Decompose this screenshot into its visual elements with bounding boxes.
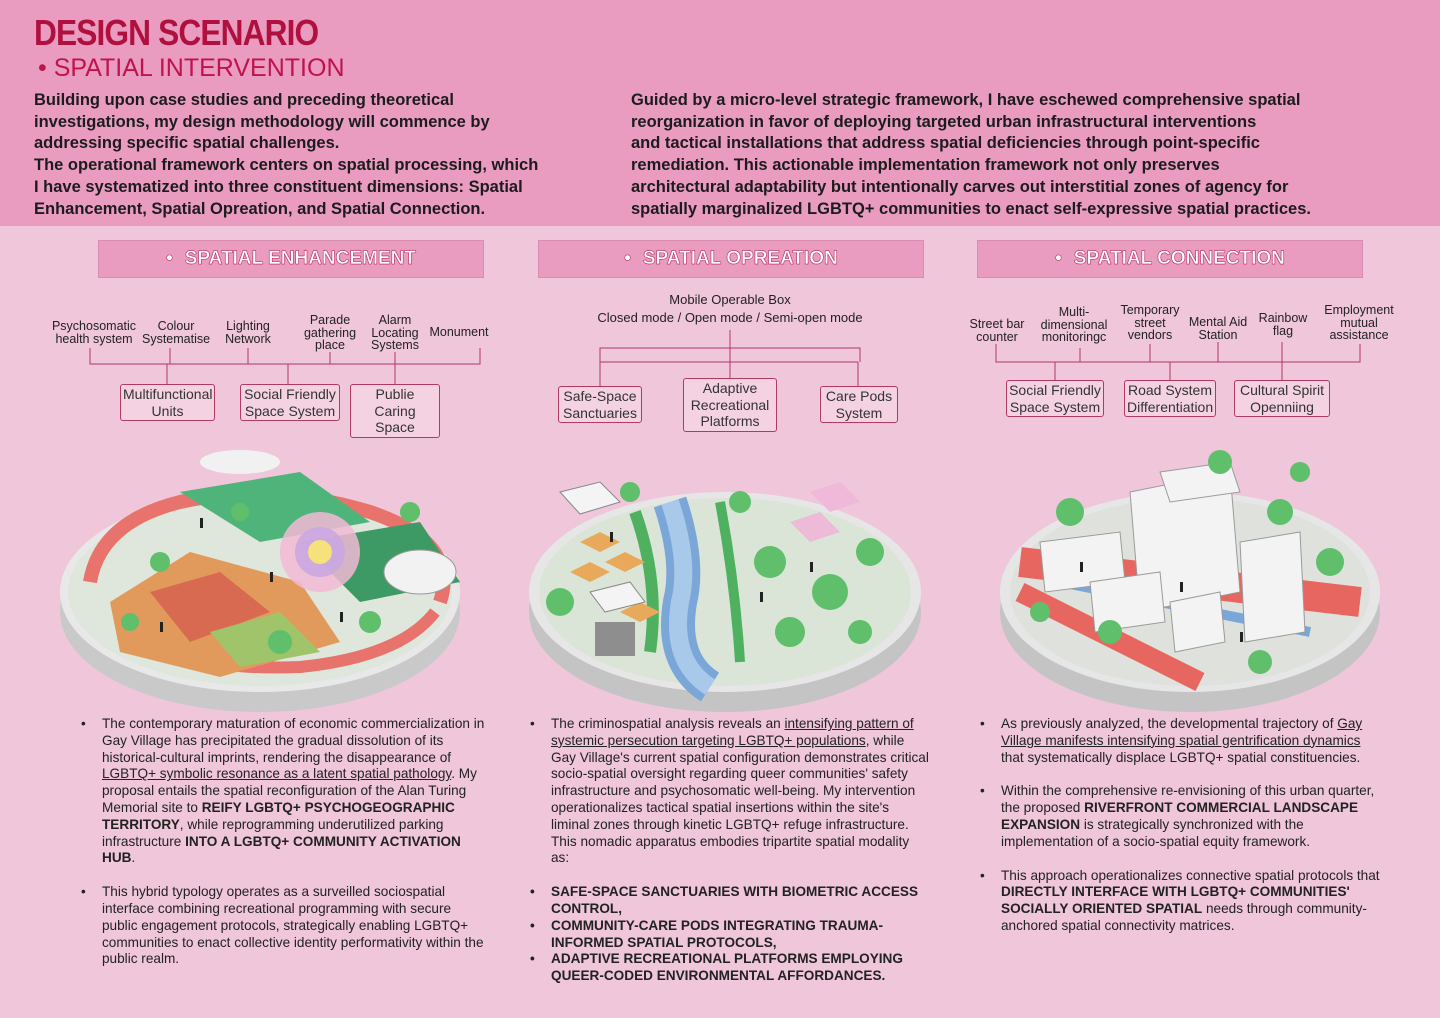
text-span: needs through community-anchored spatial connectivity matrices. xyxy=(1001,901,1367,933)
list-item xyxy=(1001,783,1386,850)
text-column-enhancement xyxy=(102,716,487,968)
list-item: • COMMUNITY-CARE PODS INTEGRATING TRAUMA-INFORMED SPATIAL PROTOCOLS, xyxy=(551,918,931,952)
text-underlined: LGBTQ+ symbolic resonance as a latent spatial pathology xyxy=(102,766,452,782)
diagram-enhancement xyxy=(40,292,500,435)
list-item xyxy=(102,716,487,867)
text-span: This hybrid typology operates as a surveilled sociospatial interface combining recreational programming with secure public engagement protocols, strategically enabling LGBTQ+ communities to enact collective identity performativity within the public realm. xyxy=(102,884,484,967)
text-span: . My proposal entails the spatial reconfiguration of the Alan Turing Memorial site to xyxy=(102,766,477,815)
label-modes: Closed mode / Open mode / Semi-open mode xyxy=(597,310,863,325)
section-heading-text: SPATIAL CONNECTION xyxy=(1073,248,1285,269)
label-vendors: Temporary street vendors xyxy=(1120,303,1180,342)
text-bold: INTO A LGBTQ+ COMMUNITY ACTIVATION HUB xyxy=(102,833,461,866)
text-span: The contemporary maturation of economic commercialization in Gay Village has precipitated the gradual dissolution of its historical-cultural imprints, rendering the disappearance of xyxy=(102,716,485,765)
box-cultural-spirit: Cultural Spirit Openniing xyxy=(1234,380,1330,417)
section-heading-text: SPATIAL OPREATION xyxy=(642,248,838,269)
label-monitoring: Multi- dimensional monitoringc xyxy=(1040,305,1108,344)
illustration-enhancement xyxy=(40,432,470,718)
section-heading-connection: • SPATIAL CONNECTION xyxy=(977,240,1363,278)
label-alarm: Alarm Locating Systems xyxy=(371,313,419,352)
illustration-operation xyxy=(510,432,940,718)
section-heading-text: SPATIAL ENHANCEMENT xyxy=(184,248,416,269)
label-psychosomatic: Psychosomatic health system xyxy=(51,319,137,346)
label-mental-aid: Mental Aid Station xyxy=(1188,315,1248,342)
intro-left xyxy=(34,90,594,220)
text-span: This approach operationalizes connective spatial protocols that xyxy=(1001,867,1380,883)
text-column-operation xyxy=(551,716,931,985)
text-span: As previously analyzed, the developmental trajectory of xyxy=(1001,716,1338,731)
section-heading-operation: • SPATIAL OPREATION xyxy=(538,240,924,278)
text-bold: DIRECTLY INTERFACE WITH LGBTQ+ COMMUNITIES' SOCIALLY ORIENTED SPATIAL xyxy=(1001,884,1350,917)
intro-right-text: Guided by a micro-level strategic framework, I have eschewed comprehensive spatial reorganization in favor of deploying targeted urban infrastructural interventions and tactical installations that address spatial deficiencies through point-specific remediation. This actionable implementation framework not only preserves architectural adaptability but intentionally carves out interstitial zones of agency for spatially marginalized LGBTQ+ communities to enact self-expressive spatial practices. xyxy=(631,91,1311,218)
list-item xyxy=(1001,868,1386,935)
diagram-connection xyxy=(960,292,1410,432)
box-adaptive-platforms: Adaptive Recreational Platforms xyxy=(683,378,777,432)
text-column-connection xyxy=(1001,716,1386,935)
section-heading-enhancement: • SPATIAL ENHANCEMENT xyxy=(98,240,484,278)
box-public-caring: Publie Caring Space xyxy=(350,384,440,438)
page-title: DESIGN SCENARIO xyxy=(34,12,319,53)
text-span: The criminospatial analysis reveals an xyxy=(551,716,785,731)
list-item: • SAFE-SPACE SANCTUARIES WITH BIOMETRIC ACCESS CONTROL, xyxy=(551,884,931,918)
spacer xyxy=(1001,766,1386,783)
spacer xyxy=(551,867,931,884)
text-span: , while Gay Village's current spatial configuration demonstrates critical socio-spatial oversight regarding queer communities' safety infrastructure and psychosomatic well-being. My intervention operationalizes tactical spatial insertions within the site's liminal zones through kinetic LGBTQ+ refuge infrastructure. This nomadic apparatus embodies tripartite spatial modality as: xyxy=(551,732,929,866)
label-colour: Colour Systematise xyxy=(142,319,211,346)
box-safe-space: Safe-Space Sanctuaries xyxy=(558,386,642,423)
list-item xyxy=(1001,716,1386,766)
text-span: is strategically synchronized with the implementation of a socio-spatial equity framework. xyxy=(1001,816,1311,849)
box-multifunctional-units: Multifunctional Units xyxy=(120,384,215,421)
box-social-friendly: Social Friendly Space System xyxy=(240,384,340,421)
label-lighting: Lighting Network xyxy=(225,319,271,346)
diagram-operation xyxy=(540,292,930,432)
intro-left-text: Building upon case studies and preceding theoretical investigations, my design methodology will commence by addressing specific spatial challenges. The operational framework centers on spatial processing, which I have systematized into three constituent dimensions: Spatial Enhancement, Spatial Opreation, and Spatial Connection. xyxy=(34,91,539,218)
label-mobile-box: Mobile Operable Box xyxy=(669,292,791,307)
list-item xyxy=(551,716,931,867)
text-underlined: Gay Village manifests intensifying spatial gentrification dynamics xyxy=(1001,716,1363,748)
page-subtitle: • SPATIAL INTERVENTION xyxy=(38,54,345,82)
label-rainbow-flag: Rainbow flag xyxy=(1258,311,1308,338)
box-care-pods: Care Pods System xyxy=(820,386,898,423)
text-bold: REIFY LGBTQ+ PSYCHOGEOGRAPHIC TERRITORY xyxy=(102,799,455,832)
label-parade: Parade gathering place xyxy=(303,313,357,352)
text-span: that systematically displace LGBTQ+ spatial constituencies. xyxy=(1001,749,1361,765)
list-item: • ADAPTIVE RECREATIONAL PLATFORMS EMPLOYING QUEER-CODED ENVIRONMENTAL AFFORDANCES. xyxy=(551,951,931,985)
text-bold: RIVERFRONT COMMERCIAL LANDSCAPE EXPANSION xyxy=(1001,800,1359,832)
illustration-connection xyxy=(980,432,1410,718)
label-employment: Employment mutual assistance xyxy=(1324,303,1394,342)
label-monument: Monument xyxy=(429,325,489,339)
spacer xyxy=(1001,851,1386,868)
list-item xyxy=(102,884,487,968)
text-span: . xyxy=(131,850,136,866)
box-road-system: Road System Differentiation xyxy=(1124,380,1216,417)
intro-right xyxy=(631,90,1391,220)
label-street-bar: Street bar counter xyxy=(969,317,1025,344)
spacer xyxy=(102,867,487,884)
text-span: Within the comprehensive re-envisioning of this urban quarter, the proposed xyxy=(1001,783,1375,816)
text-span: , while reprogramming underutilized parking infrastructure xyxy=(102,816,444,849)
text-underlined: intensifying pattern of systemic persecution targeting LGBTQ+ populations xyxy=(551,716,914,748)
box-social-friendly: Social Friendly Space System xyxy=(1006,380,1104,417)
